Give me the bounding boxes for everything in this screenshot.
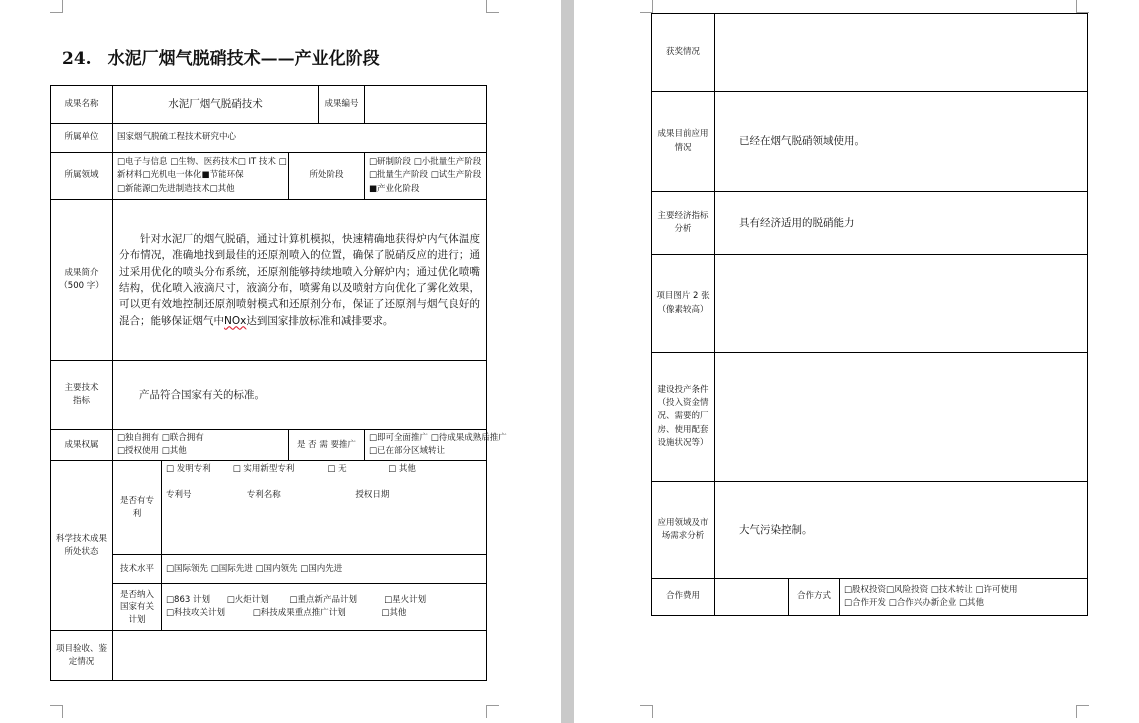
field-label: 所属领域	[51, 153, 113, 200]
mode-options-line: □合作开发 □合作兴办新企业 □其他	[844, 598, 984, 608]
econ-value: 具有经济适用的脱硝能力	[715, 192, 1088, 255]
rights-label: 成果权属	[51, 430, 113, 461]
table-row	[51, 631, 487, 681]
plan-label: 是否纳入国家有关计划	[113, 584, 162, 631]
page-gap	[561, 0, 574, 723]
table-row	[51, 555, 487, 584]
accept-value	[113, 631, 487, 681]
plan-option: □星火计划	[384, 595, 427, 606]
cooperation-form-table	[651, 13, 1088, 616]
mode-label: 合作方式	[789, 579, 840, 616]
intro-label-line: 成果简介	[64, 267, 99, 278]
promote-options-line: □已在部分区域转让	[369, 446, 446, 457]
patent-label: 是否有专利	[113, 461, 162, 555]
table-row	[652, 353, 1088, 482]
unit-label: 所属单位	[51, 124, 113, 153]
field-options	[113, 153, 289, 200]
index-label-line: 指标	[72, 396, 90, 406]
mode-options	[840, 579, 1088, 616]
plan-options-line	[166, 607, 482, 620]
stage-options	[365, 153, 487, 200]
crop-mark	[640, 0, 653, 13]
stage-options-line: ■产业化阶段	[369, 183, 420, 194]
name-label: 成果名称	[51, 86, 113, 124]
crop-mark	[1076, 705, 1089, 718]
promote-options	[365, 430, 507, 461]
crop-mark	[50, 705, 63, 718]
market-label: 应用领域及市场需求分析	[652, 482, 715, 579]
unit-value: 国家烟气脱硫工程技术研究中心	[113, 124, 487, 153]
intro-text-end: 达到国家排放标准和减排要求。	[246, 314, 394, 327]
table-row	[51, 153, 487, 200]
table-row	[652, 92, 1088, 192]
document-title	[62, 44, 380, 69]
intro-label	[51, 200, 113, 361]
photo-label: 项目图片 2 张（像素较高）	[652, 255, 715, 353]
table-row	[652, 14, 1088, 92]
table-row	[51, 361, 487, 430]
crop-mark	[50, 0, 63, 13]
title-text: 水泥厂烟气脱硝技术——产业化阶段	[107, 49, 380, 69]
achievement-form-table	[50, 85, 507, 681]
plan-options	[162, 584, 487, 631]
crop-mark	[486, 705, 499, 718]
patent-option: □ 其他	[388, 464, 416, 475]
app-label: 成果目前应用情况	[652, 92, 715, 192]
patent-option: □ 实用新型专利	[232, 464, 295, 475]
mode-options-line: □股权投资□风险投资 □技术转让 □许可使用	[844, 584, 1018, 595]
stage-label: 所处阶段	[289, 153, 365, 200]
level-options: □国际领先 □国际先进 □国内领先 □国内先进	[162, 555, 487, 584]
award-value	[715, 14, 1088, 92]
app-value: 已经在烟气脱硝领域使用。	[715, 92, 1088, 192]
table-row	[652, 482, 1088, 579]
crop-mark	[1076, 0, 1089, 13]
index-label-line: 主要技术	[64, 382, 99, 393]
title-number: 24.	[62, 49, 92, 69]
table-row	[652, 192, 1088, 255]
fee-value	[715, 579, 789, 616]
patent-options	[166, 463, 482, 476]
index-label	[51, 361, 113, 430]
document-page-left	[0, 0, 561, 723]
patent-columns	[166, 489, 482, 502]
table-row	[652, 579, 1088, 616]
plan-option: □重点新产品计划	[289, 595, 357, 606]
award-label: 获奖情况	[652, 14, 715, 92]
table-row	[51, 461, 487, 555]
patent-option: □ 无	[327, 464, 347, 475]
level-label: 技术水平	[113, 555, 162, 584]
patent-option: □ 发明专利	[166, 464, 211, 475]
rights-options-line: □授权使用 □其他	[117, 446, 187, 457]
fee-label: 合作费用	[652, 579, 715, 616]
intro-text: 针对水泥厂的烟气脱硝，通过计算机模拟，快速精确地获得炉内气体温度分布情况，准确地找到最佳的还原剂喷入的位置，确保了脱硝反应的进行；通过采用优化的喷头分布系统，还原剂能够持续地喷入分解炉内；通过优化喷嘴结构，优化喷入液滴尺寸，液滴分布，喷雾角以及喷射方向优化了雾化效果，可以更有效地控制还原剂喷射模式和还原剂分布，保证了还原剂与烟气良好的混合；能够保证烟气中	[119, 233, 480, 327]
table-row	[51, 86, 487, 124]
table-row	[51, 124, 487, 153]
intro-paragraph	[117, 231, 482, 329]
plan-options-line	[166, 594, 482, 607]
plan-option: □科技攻关计划	[166, 608, 226, 619]
cond-label: 建设投产条件（投入资金情况、需要的厂房、使用配套设施状况等）	[652, 353, 715, 482]
table-row	[51, 584, 487, 631]
document-page-right	[574, 0, 1139, 723]
field-options-line: □电子与信息 □生物、医药技术□ IT 技术 □	[117, 157, 287, 168]
intro-text-nox: NOx	[224, 314, 247, 327]
crop-mark	[640, 705, 653, 718]
field-options-line: □新能源□先进制造技术□其他	[117, 183, 235, 194]
stage-options-line: □批量生产阶段 □试生产阶段	[369, 170, 482, 181]
status-label: 科学技术成果所处状态	[51, 461, 113, 631]
accept-label: 项目验收、鉴定情况	[51, 631, 113, 681]
patent-column: 授权日期	[355, 489, 390, 500]
plan-option: □其他	[381, 608, 407, 619]
plan-option: □863 计划	[166, 595, 210, 606]
table-row	[652, 255, 1088, 353]
econ-label: 主要经济指标分析	[652, 192, 715, 255]
crop-mark	[486, 0, 499, 13]
photo-value	[715, 255, 1088, 353]
patent-column: 专利号	[166, 489, 192, 500]
code-value	[365, 86, 487, 124]
market-value: 大气污染控制。	[715, 482, 1088, 579]
patent-column: 专利名称	[246, 489, 281, 500]
field-options-line: 新材料□光机电一体化■节能环保	[117, 170, 244, 181]
plan-option: □火炬计划	[226, 595, 269, 606]
rights-options-line: □独自拥有 □联合拥有	[117, 433, 204, 443]
name-value: 水泥厂烟气脱硝技术	[113, 86, 319, 124]
code-label: 成果编号	[319, 86, 365, 124]
table-row	[51, 430, 487, 461]
patent-cell	[162, 461, 487, 555]
plan-option: □科技成果重点推广计划	[252, 608, 346, 619]
table-row	[51, 200, 487, 361]
promote-options-line: □即可全面推广 □待成果成熟后推广	[369, 433, 507, 443]
stage-options-line: □研制阶段 □小批量生产阶段	[369, 157, 482, 168]
intro-body	[113, 200, 487, 361]
index-value: 产品符合国家有关的标准。	[113, 361, 487, 430]
rights-options	[113, 430, 289, 461]
promote-label: 是 否 需 要推广	[289, 430, 365, 461]
cond-value	[715, 353, 1088, 482]
intro-label-line: （500 字）	[59, 281, 104, 291]
